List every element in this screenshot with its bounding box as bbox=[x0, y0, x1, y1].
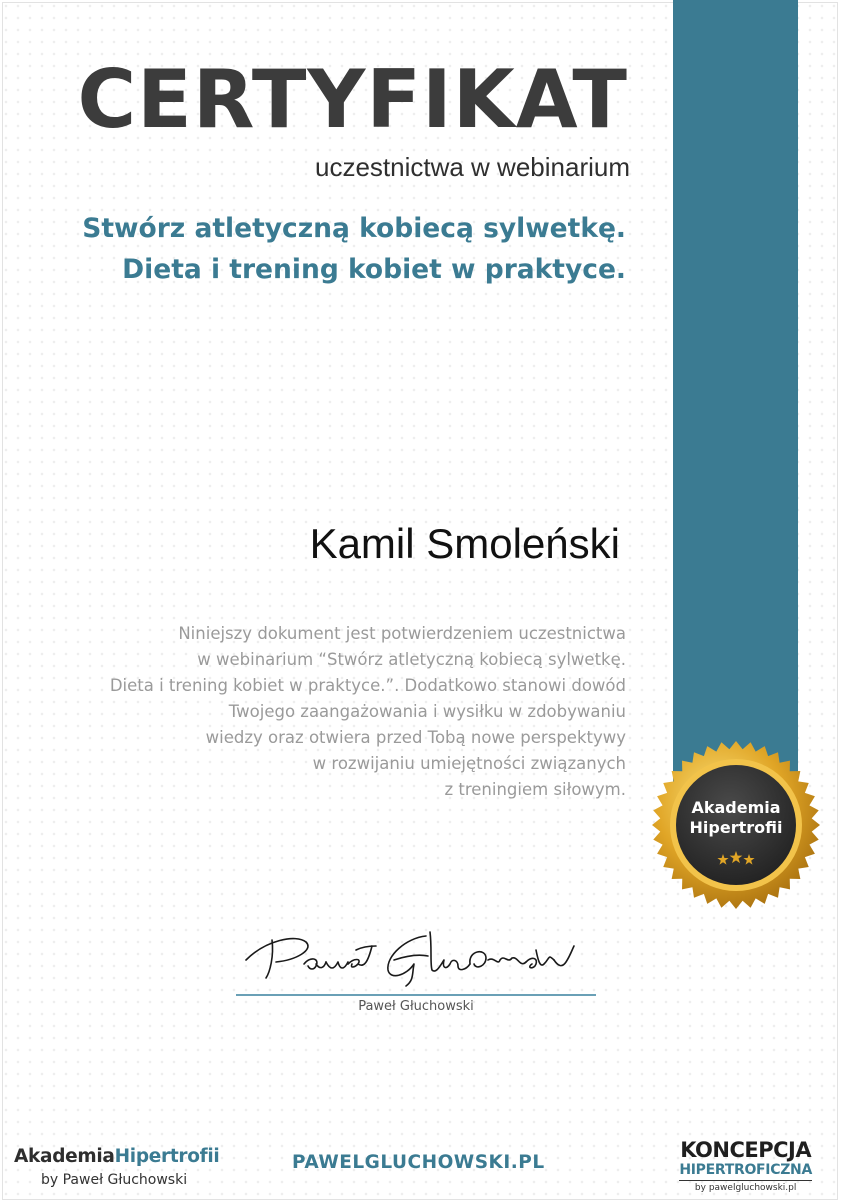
signatory-name: Paweł Głuchowski bbox=[358, 999, 474, 1014]
seal-text-line: Akademia bbox=[691, 798, 781, 817]
akademia-hipertrofii-logo bbox=[14, 1146, 219, 1190]
logo-text: Hipertrofii bbox=[114, 1146, 220, 1167]
signature bbox=[236, 920, 596, 992]
recipient-name: Kamil Smoleński bbox=[309, 520, 620, 567]
description-line: Dieta i trening kobiet w praktyce.”. Dodatkowo stanowi dowód bbox=[109, 676, 626, 695]
logo-byline: by Paweł Głuchowski bbox=[41, 1172, 188, 1188]
course-title-line: Dieta i trening kobiet w praktyce. bbox=[122, 254, 626, 285]
description-line: Twojego zaangażowania i wysiłku w zdobywaniu bbox=[228, 702, 626, 721]
description-line: w webinarium “Stwórz atletyczną kobiecą sylwetkę. bbox=[197, 650, 626, 669]
certificate-title: CERTYFIKAT bbox=[77, 53, 628, 146]
description-line: Niniejszy dokument jest potwierdzeniem uczestnictwa bbox=[178, 624, 626, 643]
logo-byline: by pawelgluchowski.pl bbox=[679, 1180, 812, 1195]
ribbon bbox=[673, 0, 798, 790]
koncepcja-hipertroficzna-logo bbox=[679, 1138, 812, 1195]
description-line: wiedzy oraz otwiera przed Tobą nowe perspektywy bbox=[205, 728, 626, 747]
logo-text: KONCEPCJA bbox=[680, 1138, 812, 1162]
course-title bbox=[82, 208, 626, 290]
certificate-subtitle: uczestnictwa w webinarium bbox=[314, 152, 630, 182]
description-line: w rozwijaniu umiejętności związanych bbox=[312, 754, 626, 773]
logo-text: HIPERTROFICZNA bbox=[679, 1162, 812, 1178]
seal-text bbox=[651, 798, 821, 838]
signature-line bbox=[236, 994, 596, 996]
logo-text: Akademia bbox=[14, 1146, 115, 1167]
website-link[interactable]: PAWELGLUCHOWSKI.PL bbox=[292, 1152, 545, 1173]
certificate-description bbox=[26, 621, 626, 803]
seal-badge bbox=[651, 740, 821, 910]
course-title-line: Stwórz atletyczną kobiecą sylwetkę. bbox=[82, 213, 626, 244]
seal-text-line: Hipertrofii bbox=[689, 818, 783, 837]
description-line: z treningiem siłowym. bbox=[444, 780, 626, 799]
